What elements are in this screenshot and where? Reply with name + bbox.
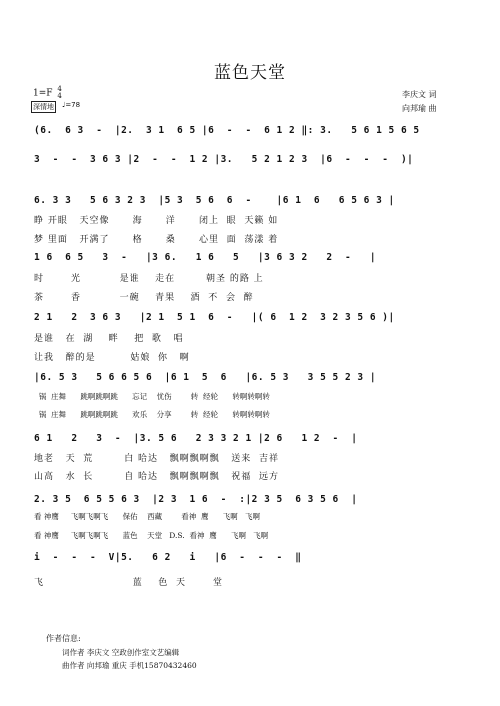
notation-line: 1 6 6 5 3 - |3 6. 1 6 5 |3 6 3 2 2 - | [34, 252, 377, 263]
key-signature [33, 86, 62, 100]
notation-line: i - - - V|5. 6 2 i |6 - - - ‖ [34, 552, 302, 563]
lyricist-credit: 李庆文 词 [402, 90, 437, 99]
lyric-line: 锅 庄舞 跳啊跳啊跳 欢乐 分享 转 经轮 转啊转啊转 [34, 410, 270, 419]
time-denominator: 4 [57, 92, 62, 100]
notation-line: 3 - - 3 6 3 |2 - - 1 2 |3. 5 2 1 2 3 |6 - - - )| [34, 154, 414, 165]
tempo-marking: 深情地 [33, 103, 54, 111]
lyric-line: 山高 水 长 自 哈达 飘啊飘啊飘 祝福 远方 [34, 472, 279, 482]
lyric-line: 看 神鹰 飞啊飞啊飞 蓝色 天堂 D.S. 看神 鹰 飞啊 飞啊 [34, 531, 269, 540]
lyric-line: 是谁 在 湖 畔 把 歌 唱 [34, 334, 184, 344]
lyric-line: 睁 开眼 天空像 海 洋 闭上 眼 天籁 如 [34, 216, 279, 226]
composer-credit: 向邦瑜 曲 [402, 104, 437, 113]
lyric-line: 让我 醉的是 姑娘 你 啊 [34, 353, 190, 363]
tempo-bpm: =78 [65, 101, 81, 109]
notation-line: 6. 3 3 5 6 3 2 3 |5 3 5 6 6 - |6 1 6 6 5 6 3 | [34, 195, 395, 206]
lyric-line: 时 光 是谁 走在 朝圣 的路 上 [34, 274, 264, 284]
lyric-line: 茶 香 一碗 青果 酒 不 会 醉 [34, 293, 254, 303]
time-numerator: 4 [57, 85, 62, 93]
lyric-line: 梦 里面 开满了 格 桑 心里 面 荡漾 着 [34, 235, 279, 245]
lyric-line: 锅 庄舞 跳啊跳啊跳 忘记 忧伤 转 经轮 转啊转啊转 [34, 392, 270, 401]
lyric-line: 地老 天 荒 白 哈达 飘啊飘啊飘 送来 吉祥 [34, 454, 279, 464]
lyric-line: 看 神鹰 飞啊飞啊飞 保佑 西藏 看神 鹰 飞啊 飞啊 [34, 512, 260, 521]
song-title: 蓝色天堂 [214, 63, 286, 83]
notation-line: 2. 3 5 6 5 5 6 3 |2 3 1 6 - :|2 3 5 6 3 5 6 | [34, 494, 358, 505]
notation-line: 2 1 2 3 6 3 |2 1 5 1 6 - |( 6 1 2 3 2 3 5 6 )| [34, 312, 395, 323]
tempo-value: ♩=78 [62, 101, 81, 109]
lyric-line: 飞 蓝 色 天 堂 [34, 578, 223, 588]
lyricist-info: 词作者 李庆文 空政创作室文艺编辑 [62, 648, 180, 657]
notation-line: 6 1 2 3 - |3. 5 6 2 3 3 2 1 |2 6 1 2 - | [34, 433, 358, 444]
author-info-heading: 作者信息: [46, 634, 81, 643]
composer-info: 曲作者 向邦瑜 重庆 手机15870432460 [62, 661, 197, 670]
notation-line: |6. 5 3 5 6 6 5 6 |6 1 5 6 |6. 5 3 3 5 5 2 3 | [34, 372, 377, 383]
time-signature [57, 86, 61, 100]
notation-line: (6. 6 3 - |2. 3 1 6 5 |6 - - 6 1 2 ‖: 3. 5 6 1 5 6 5 [34, 125, 420, 136]
key-label: 1=F [33, 88, 53, 99]
